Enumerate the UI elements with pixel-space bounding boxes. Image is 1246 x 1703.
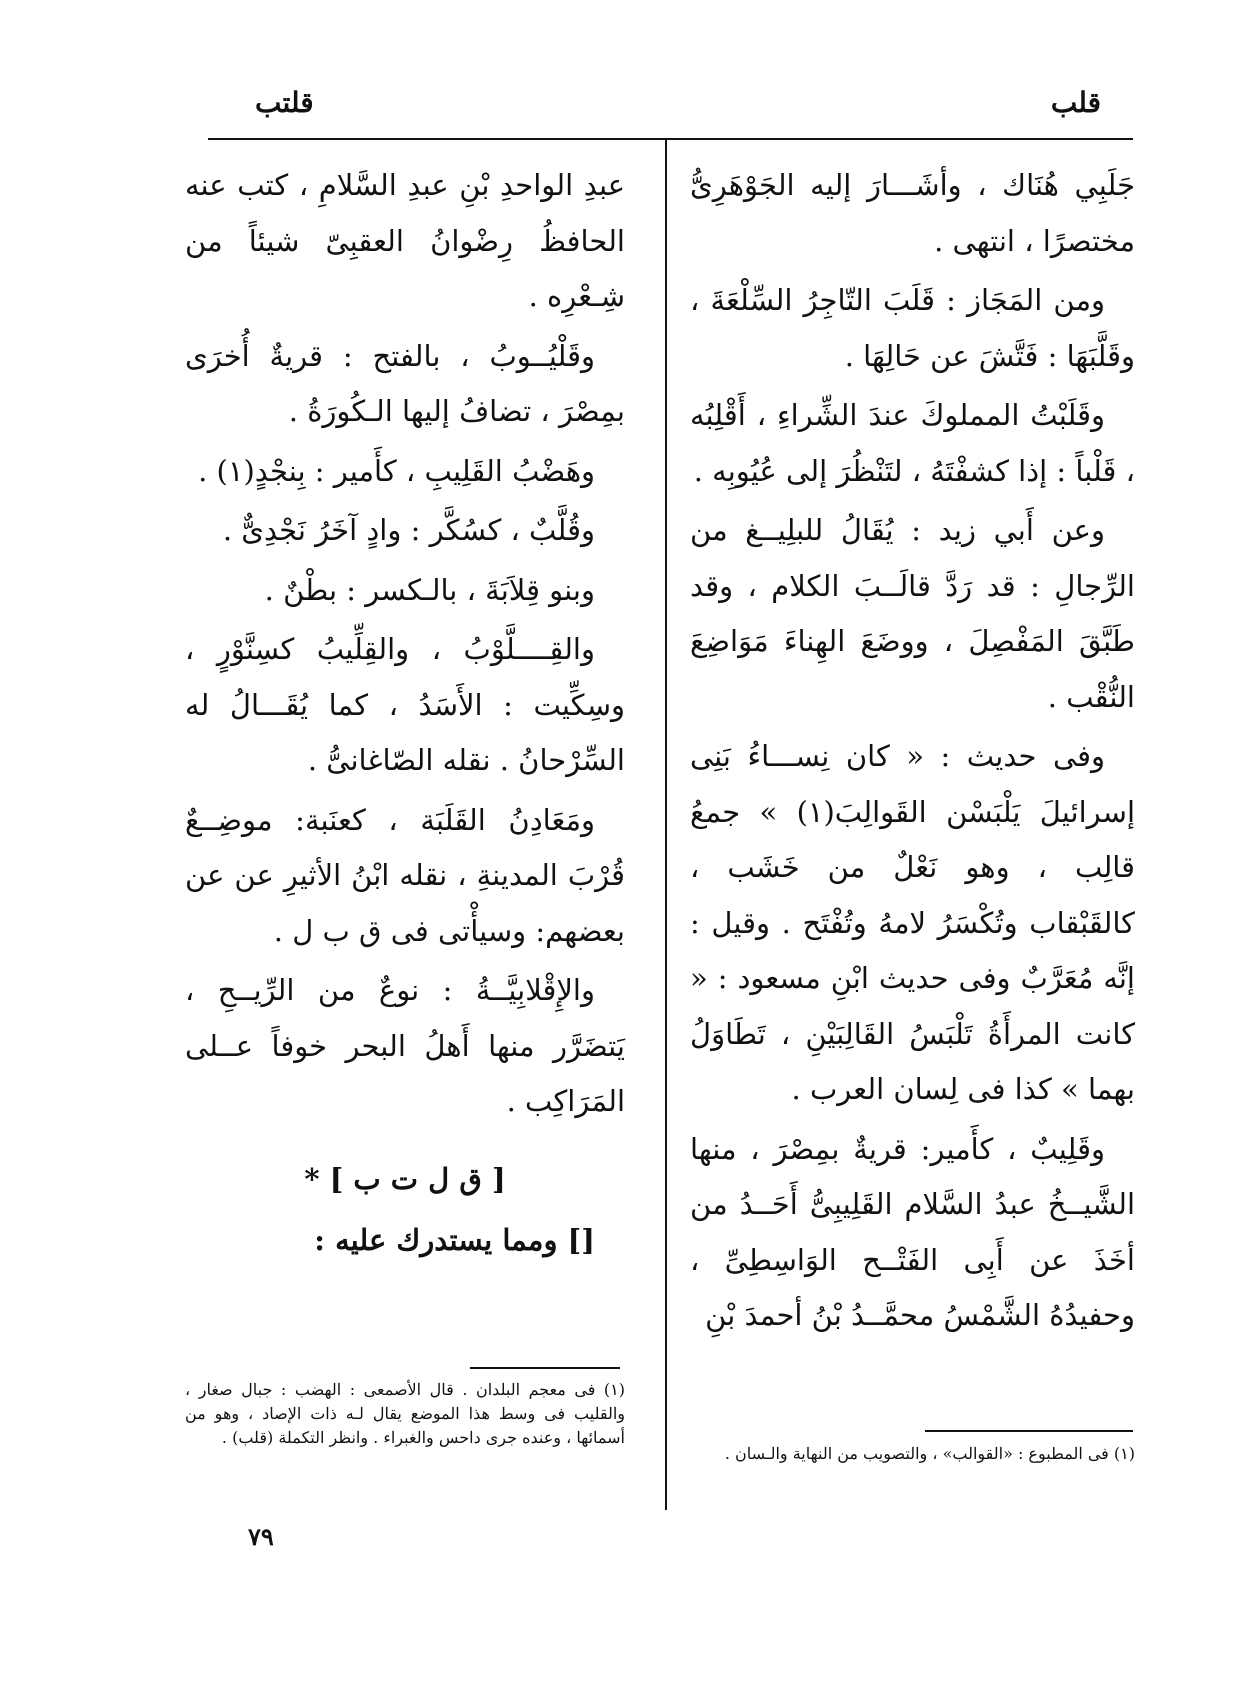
- paragraph: وقَلِيبٌ ، كأَمير: قريةٌ بمِصْرَ ، منها الشَّيــخُ عبدُ السَّلام القَلِيبِىُّ أَحَــدُ من أخَذَ عن أَبِى الفَتْــح الوَاسِطِىِّ ، وحفيدُهُ الشَّمْسُ محمَّــدُ بْنُ أحمدَ بْنِ: [690, 1131, 1135, 1332]
- paragraph: وبنو قِلاَبَةَ ، بالـكسر : بطْنٌ .: [264, 572, 595, 607]
- section-heading: [ ق ل ت ب ] *: [304, 1161, 506, 1196]
- paragraph: والإِقْلابِيَّــةُ : نوعٌ من الرِّيــحِ ، يَتضَرَّر منها أَهلُ البحر خوفاً عــلى المَرَاكِب .: [185, 973, 625, 1118]
- paragraph: وهَضْبُ القَلِيبِ ، كأَمير : بِنجْدٍ(١) .: [198, 453, 595, 488]
- paragraph: ومَعَادِنُ القَلَبَة ، كعنَبة: موضِــعٌ قُرْبَ المدينةِ ، نقله ابْنُ الأثيرِ عن عن بعضهم: وسيأْتى فى ق ب ل .: [185, 802, 625, 948]
- paragraph: وقَلَبْتُ المملوكَ عندَ الشِّراءِ ، أَقْلِبُه ، قَلْباً : إذا كشفْتَهُ ، لتَنْظُرَ إلى عُيُوبِه .: [690, 398, 1135, 488]
- footnote-rule-right: [925, 1430, 1133, 1432]
- paragraph: وعن أَبي زيد : يُقَالُ للبلِيــغ من الرِّجالِ : قد رَدَّ قالَــبَ الكلام ، وقد طَبَّقَ المَفْصِلَ ، ووضَعَ الهِناءَ مَوَاضِعَ النُّقْب .: [690, 513, 1135, 714]
- paragraph: جَلَبِي هُنَاك ، وأشَـــارَ إليه الجَوْهَرِىُّ مختصرًا ، انتهى .: [690, 168, 1135, 258]
- column-divider: [665, 140, 667, 1510]
- header-rule: [208, 138, 1133, 140]
- header-left-word: قلتب: [255, 86, 314, 119]
- left-column: [185, 158, 625, 1269]
- section-subheading: [] ومما يستدرك عليه :: [314, 1223, 595, 1257]
- footnote-rule-left: [470, 1367, 620, 1369]
- paragraph: وقَلْيُــوبُ ، بالفتح : قريةٌ أُخرَى بمِصْرَ ، تضافُ إليها الـكُورَةُ .: [185, 338, 625, 428]
- paragraph: وقُلَّبٌ ، كسُكَّر : وادٍ آخَرُ نَجْدِىٌّ .: [222, 513, 595, 547]
- footnote-right: (١) فى المطبوع : «القوالب» ، والتصويب من النهاية والـسان .: [724, 1444, 1135, 1463]
- page-number: ٧٩: [248, 1522, 274, 1551]
- paragraph: عبدِ الواحدِ بْنِ عبدِ السَّلامِ ، كتب عنه الحافظُ رِضْوانُ العقبِىّ شيئاً من شِـعْرِه .: [185, 168, 625, 313]
- paragraph: ومن المَجَاز : قَلَبَ التّاجِرُ السِّلْعَةَ ، وقَلَّبَهَا : فَتَّشَ عن حَالِهَا .: [690, 283, 1135, 373]
- right-column: [690, 158, 1135, 1344]
- footnote-left: (١) فى معجم البلدان . قال الأصمعى : الهضب : جبال صغار ، والقليب فى وسط هذا الموضع يقال لـه ذات الإصاد ، وهو من أسمائها ، وعنده جرى داحس والغبراء . وانظر التكملة (قلب) .: [185, 1380, 625, 1447]
- paragraph: وفى حديث : « كان نِســـاءُ بَنِى إسرائيلَ يَلْبَسْن القَوالِبَ(١) » جمعُ قالِب ، وهو نَعْلٌ من خَشَب ، كالقَبْقاب وتُكْسَرُ لامهُ وتُفْتَح . وقيل : إنَّه مُعَرَّبٌ وفى حديث ابْنِ مسعود : « كانت المرأَةُ تَلْبَسُ القَالِبَيْنِ ، تَطَاوَلُ بهما » كذا فى لِسان العرب .: [690, 739, 1135, 1106]
- paragraph: والقِــــلَّوْبُ ، والقِلِّيبُ كسِنَّوْرٍ ، وسِكِّيت : الأَسَدُ ، كما يُقَـــالُ له السِّرْحانُ . نقله الصّاغانىُّ .: [185, 632, 625, 777]
- header-right-word: قلب: [1050, 86, 1101, 119]
